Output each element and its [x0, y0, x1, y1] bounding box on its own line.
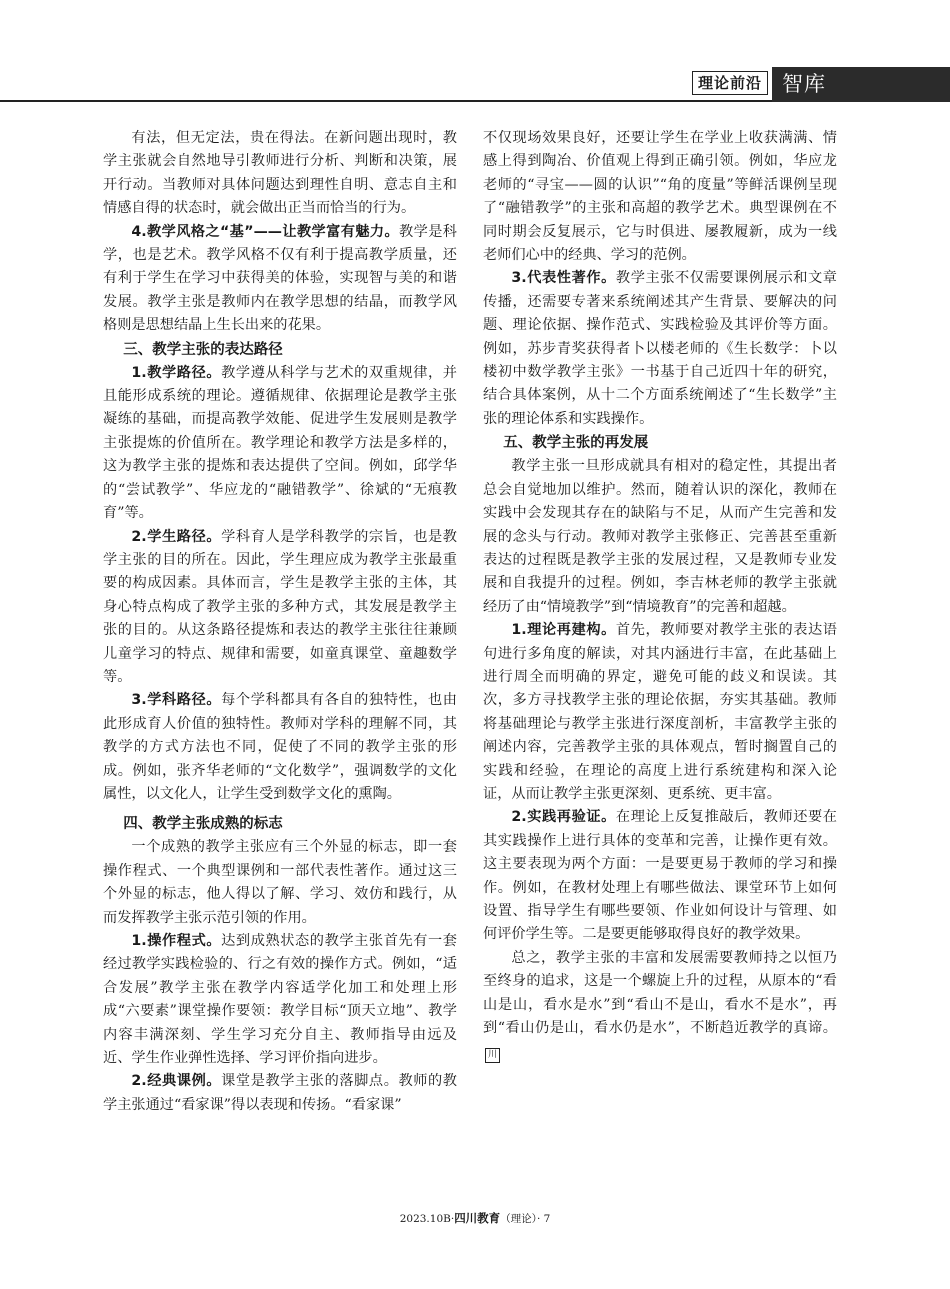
header-bar — [0, 67, 950, 103]
paragraph: 教学主张一旦形成就具有相对的稳定性，其提出者总会自觉地加以维护。然而，随着认识的深化，教师在实践中会发现其存在的缺陷与不足，从而产生完善和发展的念头与行动。教师对教学主张修正、完善甚至重新表达的过程既是教学主张的发展过程，又是教师专业发展和自我提升的过程。例如，李吉林老师的教学主张就经历了由“情境教学”到“情境教育”的完善和超越。 — [483, 458, 837, 615]
paragraph-body: 首先，教师要对教学主张的表达语句进行多角度的解读，对其内涵进行丰富，在此基础上进行周全而明确的界定，避免可能的歧义和误读。其次，多方寻找教学主张的理论依据，夯实其基础。教师将基础理论与教学主张进行深度剖析，丰富教学主张的阐述内容，完善教学主张的具体观点，暂时搁置自己的实践和经验，在理论的高度上进行系统建构和深入论证，从而让教学主张更深刻、更系统、更丰富。 — [483, 622, 837, 802]
paragraph-body: 在理论上反复推敲后，教师还要在其实践操作上进行具体的变革和完善，让操作更有效。这主要表现为两个方面：一是要更易于教师的学习和操作。例如，在教材处理上有哪些做法、课堂环节上如何设置、指导学生有哪些要领、作业如何设计与管理、如何评价学生等。二是要更能够取得良好的教学效果。 — [483, 809, 837, 943]
page-footer — [0, 1210, 950, 1226]
section-heading: 四、教学主张成熟的标志 — [123, 816, 283, 833]
paragraph-lead: 2.学生路径。 — [131, 528, 222, 545]
paragraph — [103, 221, 457, 338]
footer-issue: 2023.10B· — [399, 1213, 455, 1225]
section-heading: 三、教学主张的表达路径 — [123, 341, 283, 358]
page-number: · 7 — [536, 1213, 551, 1225]
paragraph-body: 总之，教学主张的丰富和发展需要教师持之以恒乃至终身的追求，这是一个螺旋上升的过程，从原本的“看山是山，看水是水”到“看山不是山，看水不是水”，再到“看山仍是山，看水仍是水”，不断趋近教学的真谛。 — [483, 949, 837, 1037]
left-column — [103, 127, 457, 1117]
paragraph-body: 教学是科学，也是艺术。教学风格不仅有利于提高教学质量，还有利于学生在学习中获得美的体验，实现智与美的和谐发展。教学主张是教师内在教学思想的结晶，而教学风格则是思想结晶上生长出来的花果。 — [103, 223, 457, 334]
paragraph — [483, 947, 837, 1064]
paragraph-body: 教学主张不仅需要课例展示和文章传播，还需要专著来系统阐述其产生背景、要解决的问题、理论依据、操作范式、实践检验及其评价等方面。例如，苏步青奖获得者卜以楼老师的《生长数学：卜以楼初中数学教学主张》一书基于自己近四十年的研究，结合具体案例，从十二个方面系统阐述了“生长数学”主张的理论体系和实践操作。 — [483, 270, 837, 427]
paragraph — [103, 689, 457, 806]
footer-journal: 四川教育 — [454, 1211, 501, 1225]
section-heading: 五、教学主张的再发展 — [503, 435, 649, 452]
paragraph-lead: 3.代表性著作。 — [511, 270, 616, 287]
paragraph-body: 课堂是教学主张的落脚点。教师的教学主张通过“看家课”得以表现和传扬。“看家课” — [103, 1073, 457, 1113]
paragraph-body: 学科育人是学科教学的宗旨，也是教学主张的目的所在。因此，学生理应成为教学主张最重要的构成因素。具体而言，学生是教学主张的主体，其身心特点构成了教学主张的多种方式，其发展是教学主张的目的。从这条路径提炼和表达的教学主张往往兼顾儿童学习的特点、规律和需要，如童真课堂、童趣数学等。 — [103, 528, 457, 685]
right-column — [483, 127, 837, 1064]
paragraph — [483, 806, 837, 946]
section-label: 理论前沿 — [692, 71, 768, 95]
paragraph — [103, 362, 457, 526]
paragraph — [103, 1070, 457, 1117]
paragraph: 不仅现场效果良好，还要让学生在学业上收获满满、情感上得到陶冶、价值观上得到正确引领。例如，华应龙老师的“寻宝——圆的认识”“角的度量”等鲜活课例呈现了“融错教学”的主张和高超的教学艺术。典型课例在不同时期会反复展示，它与时俱进、屡教履新，成为一线老师们心中的经典、学习的范例。 — [483, 130, 837, 264]
paragraph: 一个成熟的教学主张应有三个外显的标志，即一套操作程式、一个典型课例和一部代表性著作。通过这三个外显的标志，他人得以了解、学习、效仿和践行，从而发挥教学主张示范引领的作用。 — [103, 839, 457, 926]
paragraph-lead: 4.教学风格之“基”——让教学富有魅力。 — [131, 223, 400, 240]
paragraph — [483, 619, 837, 806]
paragraph-lead: 3.学科路径。 — [131, 692, 222, 709]
paragraph-lead: 1.教学路径。 — [131, 364, 222, 381]
paragraph-lead: 1.理论再建构。 — [511, 622, 616, 639]
paragraph — [483, 267, 837, 431]
paragraph — [103, 526, 457, 690]
paragraph-body: 每个学科都具有各自的独特性，也由此形成育人价值的独特性。教师对学科的理解不同，其教学的方式方法也不同，促使了不同的教学主张的形成。例如，张齐华老师的“文化数学”，强调数学的文化属性，以文化人，让学生受到数学文化的熏陶。 — [103, 692, 457, 802]
end-mark-icon: 川 — [485, 1048, 500, 1063]
paragraph: 有法，但无定法，贵在得法。在新问题出现时，教学主张就会自然地导引教师进行分析、判断和决策，展开行动。当教师对具体问题达到理性自明、意志自主和情感自得的状态时，就会做出正当而恰当的行为。 — [103, 130, 457, 217]
paragraph-body: 达到成熟状态的教学主张首先有一套经过教学实践检验的、行之有效的操作方式。例如，“适合发展”教学主张在教学内容适学化加工和处理上形成“六要素”课堂操作要领：教学目标“顶天立地”、教学内容丰满深刻、学生学习充分自主、教师指导由远及近、学生作业弹性选择、学习评价指向进步。 — [103, 933, 457, 1067]
paragraph — [103, 930, 457, 1070]
footer-edition: （理论） — [500, 1213, 537, 1225]
paragraph-lead: 2.经典课例。 — [131, 1073, 222, 1090]
paragraph-lead: 2.实践再验证。 — [511, 809, 616, 826]
paragraph-lead: 1.操作程式。 — [131, 933, 222, 949]
section-name: 智库 — [772, 67, 950, 102]
paragraph-body: 教学遵从科学与艺术的双重规律，并且能形成系统的理论。遵循规律、依据理论是教学主张凝练的基础，而提高教学效能、促进学生发展则是教学主张提炼的价值所在。教学理论和教学方法是多样的，这为教学主张的提炼和表达提供了空间。例如，邱学华的“尝试教学”、华应龙的“融错教学”、徐斌的“无痕教育”等。 — [103, 364, 457, 522]
